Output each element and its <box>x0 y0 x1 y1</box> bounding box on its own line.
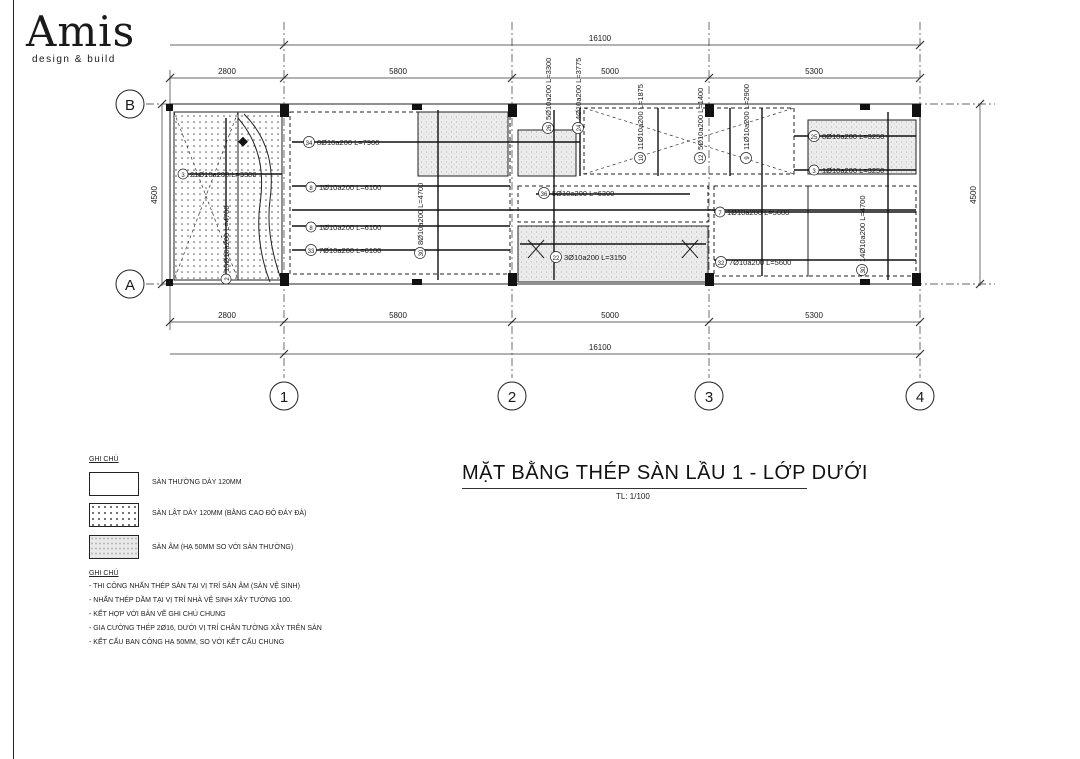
svg-text:30: 30 <box>419 249 425 257</box>
axis-bubble-2 <box>498 382 526 410</box>
dim-bay-left: 4500 <box>150 186 159 204</box>
rebar-label <box>539 188 615 199</box>
svg-text:34: 34 <box>305 141 313 147</box>
svg-text:21Ø10a200 L=3300: 21Ø10a200 L=3300 <box>190 170 257 179</box>
svg-text:3: 3 <box>812 169 816 175</box>
axis-bubble-3 <box>695 382 723 410</box>
rebar-label <box>716 257 792 268</box>
dim-overall-top: 16100 <box>588 34 612 43</box>
svg-text:9: 9 <box>745 156 751 160</box>
dim-span-2-top: 5800 <box>389 67 407 76</box>
svg-text:14Ø10a200 L=4700: 14Ø10a200 L=4700 <box>858 195 867 262</box>
svg-text:10: 10 <box>639 154 645 162</box>
legend-label-sunken: SÀN ÂM (HẠ 50MM SO VỚI SÀN THƯỜNG) <box>152 544 294 551</box>
svg-text:7Ø10a200 L=6100: 7Ø10a200 L=6100 <box>319 246 382 255</box>
svg-text:15Ø10a200 L=4700: 15Ø10a200 L=4700 <box>222 205 231 272</box>
rebar-label <box>573 58 584 134</box>
dim-bay-right: 4500 <box>969 186 978 204</box>
svg-text:7: 7 <box>718 211 722 217</box>
svg-text:12: 12 <box>699 154 705 162</box>
svg-text:11Ø10a200 L=1875: 11Ø10a200 L=1875 <box>636 84 645 150</box>
svg-text:A: A <box>124 277 136 294</box>
svg-text:11Ø10a200 L=2900: 11Ø10a200 L=2900 <box>742 84 751 150</box>
rebar-label <box>306 182 381 192</box>
svg-text:5Ø10a200 L=3300: 5Ø10a200 L=3300 <box>544 57 553 120</box>
drawing-scale: TL: 1/100 <box>616 492 650 501</box>
svg-text:24: 24 <box>577 124 583 132</box>
axis-bubble-1 <box>270 382 298 410</box>
dim-span-1-top: 2800 <box>218 67 236 76</box>
dim-span-3-bottom: 5000 <box>601 311 619 320</box>
svg-text:2: 2 <box>507 389 517 406</box>
dim-span-4-top: 5300 <box>805 67 823 76</box>
svg-text:22: 22 <box>552 256 560 262</box>
svg-text:1: 1 <box>279 389 289 406</box>
legend-label-normal: SÀN THƯỜNG DÀY 120MM <box>152 479 242 486</box>
svg-text:32: 32 <box>717 261 725 267</box>
svg-text:25: 25 <box>810 135 818 141</box>
note-line: - KẾT CẤU BAN CÔNG HẠ 50MM, SO VỚI KẾT CẤU CHUNG <box>89 639 285 646</box>
rebar-label <box>857 195 868 275</box>
dim-overall-bottom: 16100 <box>588 343 612 352</box>
rebar-label <box>715 207 789 217</box>
svg-text:8Ø10a200 L=4700: 8Ø10a200 L=4700 <box>416 182 425 245</box>
svg-text:3: 3 <box>704 389 714 406</box>
note-line: - KẾT HỢP VỚI BẢN VẼ GHI CHÚ CHUNG <box>89 611 226 618</box>
svg-text:36: 36 <box>540 192 548 198</box>
svg-text:30: 30 <box>861 266 867 274</box>
note-line: - GIA CƯỜNG THÉP 2Ø16, DƯỚI VỊ TRÍ CHÂN TƯỜNG XÂY TRÊN SÀN <box>89 625 322 632</box>
svg-text:7Ø10a200 L=5600: 7Ø10a200 L=5600 <box>729 258 792 267</box>
dim-span-4-bottom: 5300 <box>805 311 823 320</box>
dim-span-1-bottom: 2800 <box>218 311 236 320</box>
svg-text:B: B <box>124 97 136 114</box>
rebar-label <box>415 183 426 259</box>
legend-label-raised: SÀN LẬT DÀY 120MM (BẰNG CAO ĐỘ ĐÁY ĐÀ) <box>152 510 307 517</box>
svg-text:1Ø10a200 L=5600: 1Ø10a200 L=5600 <box>727 208 790 217</box>
svg-text:1Ø10a200 L=6100: 1Ø10a200 L=6100 <box>319 183 382 192</box>
rebar-label <box>543 58 554 134</box>
axis-bubble-4 <box>906 382 934 410</box>
svg-text:26: 26 <box>547 124 553 132</box>
legend-swatch-raised <box>89 503 139 527</box>
svg-text:5Ø10a200 L=6300: 5Ø10a200 L=6300 <box>552 189 615 198</box>
svg-text:8: 8 <box>309 226 313 232</box>
axis-bubble-B <box>116 90 144 118</box>
rebar-label <box>741 84 752 163</box>
legend-heading: GHI CHÚ <box>89 456 119 463</box>
svg-text:1Ø10a200 L=3250: 1Ø10a200 L=3250 <box>822 166 885 175</box>
svg-text:5Ø10a200 L=1400: 5Ø10a200 L=1400 <box>696 87 705 150</box>
dim-span-3-top: 5000 <box>601 67 619 76</box>
svg-text:8Ø10a200 L=7900: 8Ø10a200 L=7900 <box>317 138 380 147</box>
title-underline <box>462 488 807 489</box>
notes-heading: GHI CHÚ <box>89 570 119 577</box>
note-line: - THI CÔNG NHẤN THÉP SÀN TẠI VỊ TRÍ SÀN ÂM (SÀN VỆ SINH) <box>89 583 300 590</box>
axis-bubble-A <box>116 270 144 298</box>
svg-text:3: 3 <box>181 173 185 179</box>
svg-text:3Ø10a200 L=3150: 3Ø10a200 L=3150 <box>564 253 627 262</box>
svg-text:4: 4 <box>915 389 925 406</box>
logo-tagline: design & build <box>32 54 116 65</box>
rebar-label <box>306 222 381 232</box>
rebar-label <box>178 169 257 179</box>
logo-wordmark: Amis <box>26 7 136 56</box>
svg-text:4Ø10a200 L=3775: 4Ø10a200 L=3775 <box>574 57 583 120</box>
svg-text:8Ø10a200 L=3250: 8Ø10a200 L=3250 <box>822 132 885 141</box>
legend-swatch-normal <box>89 472 139 496</box>
svg-text:2: 2 <box>225 277 231 281</box>
rebar-label <box>221 205 231 284</box>
svg-text:1Ø10a200 L=6100: 1Ø10a200 L=6100 <box>319 223 382 232</box>
svg-text:33: 33 <box>307 249 315 255</box>
rebar-label <box>695 88 706 164</box>
note-line: - NHẤN THÉP DẦM TẠI VỊ TRÍ NHÀ VỆ SINH XÂY TƯỜNG 100. <box>89 597 292 604</box>
rebar-label <box>635 84 646 163</box>
dim-span-2-bottom: 5800 <box>389 311 407 320</box>
drawing-title: MẶT BẰNG THÉP SÀN LẦU 1 - LỚP DƯỚI <box>462 462 868 484</box>
legend-swatch-sunken <box>89 535 139 559</box>
svg-text:8: 8 <box>309 186 313 192</box>
